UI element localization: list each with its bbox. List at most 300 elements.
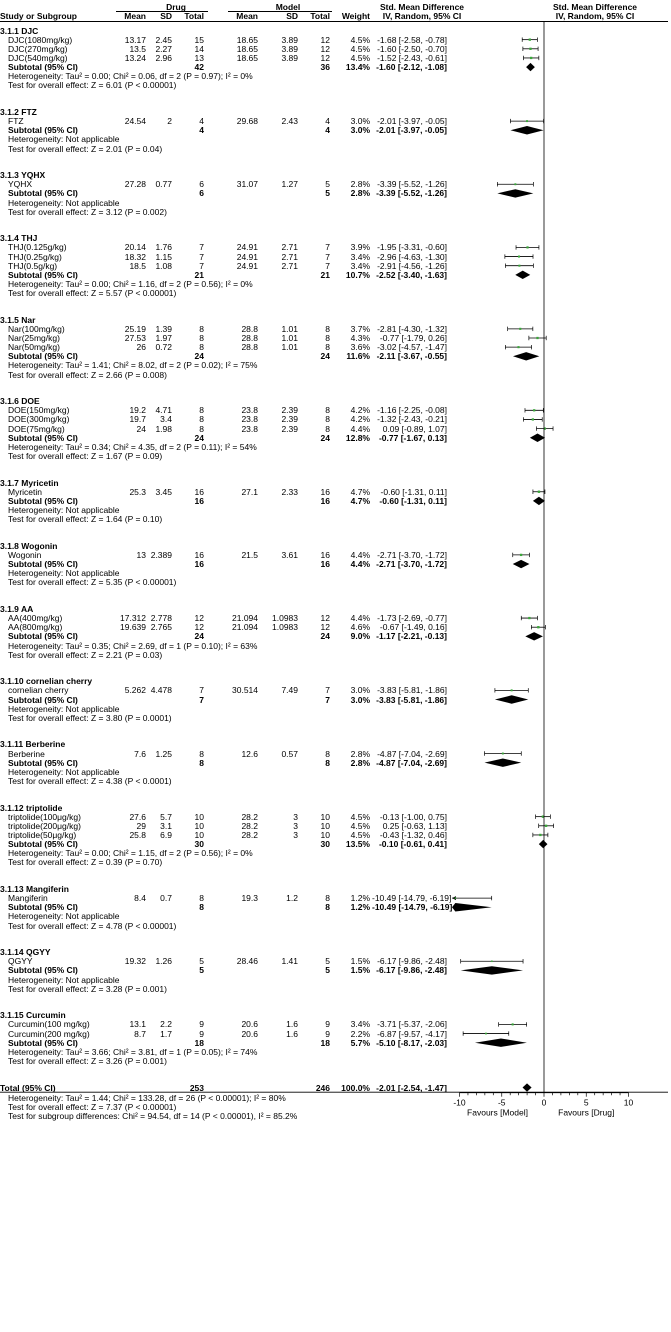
cell-weight: 1.2% [350,893,370,904]
summary-diamond [475,1039,527,1047]
cell-n1: 18 [194,1037,204,1048]
cell-sd1: 3.1 [160,820,172,831]
subgroup-title: 3.1.9 AA [0,603,34,614]
cell-weight: 4.7% [350,486,370,497]
cell-mean1: 13 [136,549,146,560]
subgroup-title: 3.1.7 Myricetin [0,477,59,488]
cell-sd1: 5.7 [160,811,172,822]
cell-sd2: 1.2 [286,893,298,904]
cell-n1: 7 [199,694,204,705]
cell-n2: 246 [315,1082,330,1093]
cell-mean2: 23.8 [241,423,258,434]
cell-mean1: 18.5 [129,260,146,271]
study-name: AA(800mg/kg) [8,622,63,633]
subgroup-title: 3.1.13 Mangiferin [0,883,69,894]
point-estimate [529,48,531,50]
header-drug-sd: SD [160,11,172,21]
x-tick-label: 10 [623,1097,634,1108]
cell-n2: 8 [325,757,330,768]
cell-n2: 8 [325,893,330,904]
cell-sd2: 3 [293,829,298,840]
cell-mean2: 28.2 [241,829,258,840]
cell-mean2: 24.91 [236,251,258,262]
subtotal-label: Subtotal (95% CI) [8,269,78,280]
point-estimate [518,265,520,267]
cell-n2: 8 [325,333,330,343]
cell-n1: 8 [199,323,204,334]
cell-ci: -3.83 [-5.81, -1.86] [377,685,447,696]
cell-n2: 9 [325,1028,330,1039]
cell-sd2: 2.71 [281,242,298,253]
point-estimate [537,626,539,628]
point-estimate [538,491,540,493]
cell-mean2: 28.46 [236,956,258,967]
cell-n2: 12 [320,52,330,63]
cell-ci: 0.09 [-0.89, 1.07] [382,423,447,434]
header-smd-right: Std. Mean Difference [552,2,638,12]
cell-ci: -0.67 [-1.49, 0.16] [379,622,447,633]
cell-weight: 11.6% [346,351,370,362]
cell-weight: 2.2% [350,1028,370,1039]
cell-sd1: 2.96 [155,52,172,63]
cell-sd2: 3 [293,820,298,831]
cell-weight: 3.0% [350,694,370,705]
cell-sd2: 1.01 [281,323,298,334]
overall-effect-text: Test for overall effect: Z = 4.78 (P < 0.00001) [8,920,177,931]
heterogeneity-text: Heterogeneity: Tau² = 0.35; Chi² = 2.69, df = 1 (P = 0.10); I² = 63% [8,640,258,651]
point-estimate [532,418,534,420]
overall-effect-text: Test for overall effect: Z = 2.01 (P = 0.04) [8,143,163,154]
summary-diamond [495,695,528,703]
study-name: DJC(270mg/kg) [8,43,68,54]
cell-n1: 8 [199,405,204,416]
cell-weight: 4.4% [350,559,370,570]
subtotal-label: Subtotal (95% CI) [8,965,78,976]
cell-weight: 2.8% [350,757,370,768]
cell-weight: 1.5% [350,965,370,976]
summary-diamond [497,189,533,197]
cell-sd1: 3.45 [155,486,172,497]
cell-sd1: 2.27 [155,43,172,54]
subgroup-title: 3.1.14 QGYY [0,947,51,958]
cell-weight: 4.7% [350,495,370,506]
cell-ci: -2.91 [-4.56, -1.26] [377,260,447,271]
cell-ci: -2.01 [-2.54, -1.47] [376,1082,447,1093]
point-estimate [455,897,457,899]
cell-n1: 4 [199,116,204,127]
header-drug-mean: Mean [124,11,146,21]
cell-ci: -1.68 [-2.58, -0.78] [377,34,447,45]
cell-ci: -1.73 [-2.69, -0.77] [377,613,447,624]
cell-n2: 24 [320,432,330,443]
x-tick-label: 0 [541,1097,547,1108]
cell-weight: 2.8% [350,188,370,199]
cell-sd2: 1.6 [286,1019,298,1030]
cell-weight: 4.5% [350,52,370,63]
subtotal-label: Subtotal (95% CI) [8,495,78,506]
cell-n1: 5 [199,956,204,967]
cell-n2: 7 [325,242,330,253]
cell-mean1: 18.32 [124,251,146,262]
cell-mean2: 19.3 [241,893,258,904]
point-estimate [529,38,531,40]
cell-n2: 5 [325,188,330,199]
summary-diamond [515,271,530,279]
cell-weight: 3.0% [350,685,370,696]
cell-ci: -1.52 [-2.43, -0.61] [377,52,447,63]
cell-n1: 24 [194,432,204,443]
overall-effect-text: Test for overall effect: Z = 3.26 (P = 0.001) [8,1056,167,1066]
cell-n2: 8 [325,405,330,416]
cell-sd2: 2.33 [281,486,298,497]
cell-weight: 4.4% [350,423,370,434]
cell-n1: 10 [194,829,204,840]
point-estimate [518,256,520,258]
cell-n1: 253 [189,1082,204,1093]
study-name: THJ(0.125g/kg) [8,242,67,253]
cell-sd2: 3 [293,811,298,822]
heterogeneity-text: Heterogeneity: Not applicable [8,974,120,985]
study-name: FTZ [8,116,24,127]
study-name: Berberine [8,748,45,759]
point-estimate [485,1033,487,1035]
cell-ci: -1.16 [-2.25, -0.08] [377,405,447,416]
study-name: YQHX [8,179,33,190]
cell-sd1: 0.72 [155,342,172,353]
cell-weight: 13.5% [345,839,370,850]
cell-n2: 16 [320,495,330,506]
cell-ci: -3.02 [-4.57, -1.47] [377,342,447,353]
cell-weight: 13.4% [345,62,370,73]
point-estimate [545,825,547,827]
cell-ci: -2.96 [-4.63, -1.30] [377,251,447,262]
cell-ci: -2.01 [-3.97, -0.05] [377,116,447,127]
cell-n1: 6 [199,188,204,199]
cell-sd2: 3.61 [281,549,298,560]
study-name: DJC(1080mg/kg) [8,34,73,45]
cell-n1: 16 [194,495,204,506]
cell-n2: 12 [320,622,330,633]
cell-ci: -0.13 [-1.00, 0.75] [379,811,447,822]
subtotal-label: Subtotal (95% CI) [8,902,78,913]
cell-mean1: 19.639 [120,622,146,633]
cell-weight: 4.5% [350,43,370,54]
cell-n2: 8 [325,342,330,353]
cell-sd1: 2.778 [150,613,172,624]
favours-model-label: Favours [Model] [467,1107,529,1118]
header-model-total: Total [310,11,330,21]
cell-ci: -3.39 [-5.52, -1.26] [376,188,447,199]
subtotal-label: Subtotal (95% CI) [8,188,78,199]
point-estimate [491,960,493,962]
summary-diamond [526,63,535,71]
cell-weight: 4.4% [350,613,370,624]
subgroup-differences-text: Test for subgroup differences: Chi² = 94.54, df = 14 (P < 0.00001), I² = 85.2% [8,1111,298,1121]
cell-weight: 4.4% [350,549,370,560]
point-estimate [520,554,522,556]
study-name: triptolide(100μg/kg) [8,811,81,822]
cell-ci: -0.60 [-1.31, 0.11] [379,495,447,506]
subtotal-label: Subtotal (95% CI) [8,432,78,443]
cell-mean2: 24.91 [236,242,258,253]
cell-sd2: 1.01 [281,342,298,353]
cell-weight: 4.2% [350,405,370,416]
point-estimate [502,753,504,755]
cell-weight: 4.5% [350,811,370,822]
cell-n2: 9 [325,1019,330,1030]
cell-n1: 9 [199,1028,204,1039]
cell-n1: 5 [199,965,204,976]
cell-sd2: 1.0983 [272,622,298,633]
cell-mean2: 20.6 [241,1028,258,1039]
cell-sd1: 0.7 [160,893,172,904]
heterogeneity-text: Heterogeneity: Not applicable [8,911,120,922]
overall-effect-text: Test for overall effect: Z = 6.01 (P < 0.00001) [8,80,177,91]
heterogeneity-text: Heterogeneity: Not applicable [8,134,120,145]
point-estimate [512,1023,514,1025]
subtotal-label: Subtotal (95% CI) [8,757,78,768]
cell-n1: 8 [199,333,204,343]
cell-ci: -10.49 [-14.79, -6.19] [372,893,452,904]
cell-n2: 12 [320,43,330,54]
header-model-sd: SD [286,11,298,21]
heterogeneity-text: Heterogeneity: Not applicable [8,197,120,208]
cell-n1: 6 [199,179,204,190]
cell-mean1: 25.19 [124,323,146,334]
point-estimate [526,246,528,248]
cell-mean1: 25.3 [129,486,146,497]
cell-mean1: 7.6 [134,748,146,759]
cell-n2: 4 [325,116,330,127]
cell-n1: 8 [199,757,204,768]
cell-sd2: 3.89 [281,52,298,63]
cell-ci: -10.49 [-14.79, -6.19] [372,902,453,913]
cell-sd1: 2.45 [155,34,172,45]
cell-mean2: 18.65 [236,43,258,54]
cell-sd2: 1.41 [281,956,298,967]
cell-ci: -5.10 [-8.17, -2.03] [376,1037,447,1048]
cell-ci: -1.32 [-2.43, -0.21] [377,414,447,425]
cell-n2: 24 [320,351,330,362]
cell-ci: -1.60 [-2.12, -1.08] [376,62,447,73]
subtotal-label: Subtotal (95% CI) [8,631,78,642]
cell-n1: 24 [194,351,204,362]
point-estimate [526,120,528,122]
cell-mean1: 27.28 [124,179,146,190]
cell-mean1: 29 [136,820,146,831]
cell-mean1: 19.7 [129,414,146,425]
cell-mean2: 21.094 [232,622,258,633]
cell-ci: -4.87 [-7.04, -2.69] [377,748,447,759]
cell-mean1: 13.17 [124,34,146,45]
cell-n1: 13 [194,52,204,63]
cell-n1: 14 [194,43,204,54]
cell-mean2: 23.8 [241,414,258,425]
point-estimate [517,346,519,348]
cell-weight: 3.7% [350,323,370,334]
cell-sd1: 1.39 [155,323,172,334]
point-estimate [511,689,513,691]
study-name: Curcumin(100 mg/kg) [8,1019,90,1030]
study-name: THJ(0.25g/kg) [8,251,62,262]
cell-ci: -1.17 [-2.21, -0.13] [376,631,447,642]
cell-n2: 16 [320,559,330,570]
point-estimate [514,183,516,185]
cell-weight: 3.4% [350,1019,370,1030]
overall-effect-text: Test for overall effect: Z = 1.67 (P = 0.09) [8,451,163,462]
cell-n1: 24 [194,631,204,642]
study-name: DJC(540mg/kg) [8,52,68,63]
cell-n1: 12 [194,613,204,624]
summary-diamond [533,497,545,505]
cell-n2: 30 [320,839,330,850]
cell-n2: 7 [325,260,330,271]
subgroup-title: 3.1.11 Berberine [0,739,66,750]
cell-n2: 24 [320,631,330,642]
summary-diamond [513,560,530,568]
cell-weight: 4.5% [350,820,370,831]
cell-n2: 16 [320,486,330,497]
x-tick-label: -10 [453,1097,466,1108]
cell-mean2: 27.1 [241,486,258,497]
overall-effect-text: Test for overall effect: Z = 2.21 (P = 0.03) [8,649,163,660]
cell-ci: -6.87 [-9.57, -4.17] [377,1028,447,1039]
cell-mean1: 13.1 [129,1019,146,1030]
cell-n2: 36 [320,62,330,73]
cell-mean1: 27.53 [124,333,146,343]
summary-diamond [523,1083,532,1091]
cell-ci: -1.95 [-3.31, -0.60] [377,242,447,253]
summary-diamond [530,434,545,442]
overall-effect-text: Test for overall effect: Z = 1.64 (P = 0.10) [8,514,163,525]
point-estimate [519,328,521,330]
cell-sd2: 1.6 [286,1028,298,1039]
subgroup-title: 3.1.12 triptolide [0,802,63,813]
overall-effect-text: Test for overall effect: Z = 3.80 (P = 0.0001) [8,712,172,723]
cell-sd1: 1.15 [155,251,172,262]
cell-sd1: 1.97 [155,333,172,343]
cell-n2: 8 [325,902,330,913]
subgroup-title: 3.1.4 THJ [0,233,38,244]
heterogeneity-text: Heterogeneity: Not applicable [8,505,120,516]
heterogeneity-text: Heterogeneity: Tau² = 0.00; Chi² = 1.15, df = 2 (P = 0.56); I² = 0% [8,848,253,859]
point-estimate [533,409,535,411]
cell-n2: 16 [320,549,330,560]
cell-n2: 4 [325,125,330,136]
study-name: cornelian cherry [8,685,69,696]
overall-effect-text: Test for overall effect: Z = 0.39 (P = 0.70) [8,857,163,868]
header-ci-left: IV, Random, 95% CI [382,11,462,21]
cell-ci: -3.71 [-5.37, -2.06] [377,1019,447,1030]
summary-diamond [461,966,523,974]
subtotal-label: Subtotal (95% CI) [8,1037,78,1048]
cell-n2: 7 [325,694,330,705]
header-model-group: Model [275,2,301,12]
cell-ci: -2.52 [-3.40, -1.63] [376,269,447,280]
cell-weight: 10.7% [345,269,370,280]
cell-mean2: 28.8 [241,333,258,343]
study-name: DOE(75mg/kg) [8,423,65,434]
cell-sd1: 2.765 [150,622,172,633]
study-name: THJ(0.5g/kg) [8,260,58,271]
cell-n2: 8 [325,414,330,425]
cell-weight: 4.2% [350,414,370,425]
study-name: DOE(300mg/kg) [8,414,70,425]
cell-weight: 3.6% [350,342,370,353]
cell-n1: 10 [194,811,204,822]
cell-n2: 5 [325,965,330,976]
cell-mean1: 27.6 [129,811,146,822]
cell-n2: 10 [320,811,330,822]
study-name: AA(400mg/kg) [8,613,63,624]
cell-mean2: 20.6 [241,1019,258,1030]
cell-n1: 8 [199,893,204,904]
cell-sd2: 1.01 [281,333,298,343]
cell-mean1: 5.262 [124,685,146,696]
total-heterogeneity-text: Heterogeneity: Tau² = 1.44; Chi² = 133.28, df = 26 (P < 0.00001); I² = 80% [8,1092,286,1103]
cell-sd1: 1.26 [155,956,172,967]
cell-weight: 4.6% [350,622,370,633]
cell-weight: 3.0% [350,116,370,127]
cell-sd2: 2.71 [281,251,298,262]
cell-weight: 1.5% [350,956,370,967]
cell-n2: 8 [325,748,330,759]
study-name: DOE(150mg/kg) [8,405,70,416]
subtotal-label: Subtotal (95% CI) [8,839,78,850]
cell-n1: 8 [199,423,204,434]
cell-weight: 2.8% [350,179,370,190]
cell-n2: 12 [320,613,330,624]
cell-mean1: 26 [136,342,146,353]
cell-ci: -0.43 [-1.32, 0.46] [379,829,447,840]
cell-sd1: 2.2 [160,1019,172,1030]
study-name: Nar(25mg/kg) [8,333,60,343]
cell-weight: 9.0% [350,631,370,642]
header-model-mean: Mean [236,11,258,21]
cell-sd2: 2.39 [281,423,298,434]
cell-sd1: 1.08 [155,260,172,271]
cell-n1: 16 [194,559,204,570]
point-estimate [539,834,541,836]
overall-effect-text: Test for overall effect: Z = 5.35 (P < 0.00001) [8,577,177,588]
cell-weight: 3.0% [350,125,370,136]
cell-sd1: 6.9 [160,829,172,840]
cell-n1: 16 [194,549,204,560]
total-label: Total (95% CI) [0,1082,56,1093]
subgroup-title: 3.1.10 cornelian cherry [0,676,93,687]
summary-diamond [539,840,548,848]
cell-sd2: 1.0983 [272,613,298,624]
cell-sd1: 3.4 [160,414,172,425]
cell-n1: 15 [194,34,204,45]
cell-n1: 21 [194,269,204,280]
cell-n1: 7 [199,242,204,253]
cell-sd2: 1.27 [281,179,298,190]
header-weight: Weight [341,11,370,21]
cell-weight: 100.0% [341,1082,370,1093]
study-name: Nar(100mg/kg) [8,323,65,334]
summary-diamond [513,352,539,360]
cell-weight: 1.2% [350,902,370,913]
header-drug-group: Drug [166,2,186,12]
subtotal-label: Subtotal (95% CI) [8,559,78,570]
header-drug-total: Total [184,11,204,21]
cell-n2: 18 [320,1037,330,1048]
cell-sd1: 4.478 [150,685,172,696]
heterogeneity-text: Heterogeneity: Not applicable [8,766,120,777]
cell-n1: 9 [199,1019,204,1030]
overall-effect-text: Test for overall effect: Z = 4.38 (P < 0.0001) [8,775,172,786]
